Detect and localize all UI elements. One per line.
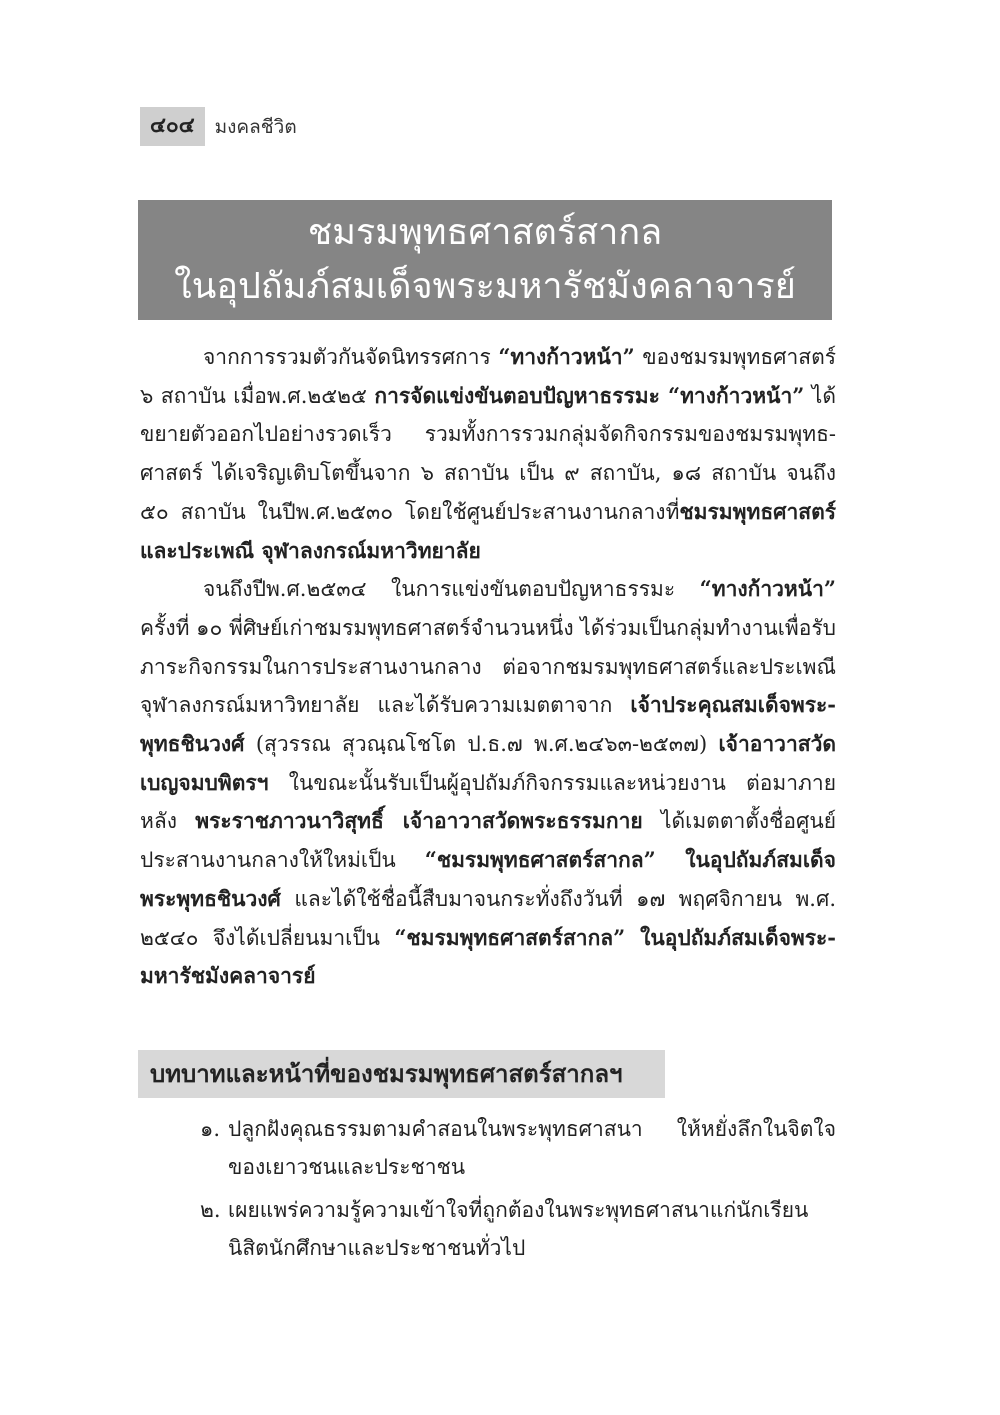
list-item	[200, 1191, 836, 1267]
p2-text-6: และได้ใช้ชื่อนี้สืบมาจนกระทั่งถึงวันที่ ๑๗ พฤศจิกายน พ.ศ. ๒๕๔๐ จึงได้เปลี่ยนมาเป็น	[140, 886, 836, 950]
list-item-text: เผยแพร่ความรู้ความเข้าใจที่ถูกต้องในพระพุทธศาสนาแก่นักเรียนนิสิตนักศึกษาและประชาชนทั่วไป	[228, 1198, 809, 1260]
p1-text-3: ได้ขยายตัวออกไปอย่างรวดเร็ว รวมทั้งการรวมกลุ่มจัดกิจกรรมของชมรมพุทธ-ศาสตร์ ได้เจริญเติบโตขึ้นจาก ๖ สถาบัน เป็น ๙ สถาบัน, ๑๘ สถาบัน จนถึง ๕๐ สถาบัน ในปีพ.ศ.๒๕๓๐ โดยใช้ศูนย์ประสานงานกลางที่	[140, 383, 837, 524]
p2-bold-5: “ชมรมพุทธศาสตร์สากล” ในอุปถัมภ์สมเด็จพระพุทธชินวงศ์	[140, 847, 836, 911]
page-number: ๔๐๔	[140, 107, 205, 146]
title-line-2: ในอุปถัมภ์สมเด็จพระมหารัชมังคลาจารย์	[174, 266, 796, 307]
p2-text-4: ในขณะนั้นรับเป็นผู้อุปถัมภ์กิจกรรมและหน่วยงาน ต่อมาภายหลัง	[140, 770, 836, 834]
p1-text-1: จากการรวมตัวกันจัดนิทรรศการ	[203, 345, 499, 369]
p2-text-2: ครั้งที่ ๑๐ พี่ศิษย์เก่าชมรมพุทธศาสตร์จำนวนหนึ่ง ได้ร่วมเป็นกลุ่มทำงานเพื่อรับภาระกิจกรรมในการประสานงานกลาง ต่อจากชมรมพุทธศาสตร์และประเพณีจุฬาลงกรณ์มหาวิทยาลัย และได้รับความเมตตาจาก	[140, 615, 836, 718]
section-heading: บทบาทและหน้าที่ของชมรมพุทธศาสตร์สากลฯ	[138, 1050, 665, 1098]
page-header	[140, 107, 297, 146]
p1-bold-1: “ทางก้าวหน้า”	[498, 344, 635, 369]
body-text	[140, 338, 836, 996]
p2-bold-3: เจ้าอาวาสวัดเบญจมบพิตรฯ	[140, 731, 836, 795]
book-title: มงคลชีวิต	[214, 115, 297, 138]
p2-text-5: ได้เมตตาตั้งชื่อศูนย์ประสานงานกลางให้ใหม่เป็น	[140, 809, 837, 873]
p2-text-1: จนถึงปีพ.ศ.๒๕๓๔ ในการแข่งขันตอบปัญหาธรรมะ	[203, 577, 700, 602]
title-line-1: ชมรมพุทธศาสตร์สากล	[307, 212, 663, 253]
p2-bold-6: “ชมรมพุทธศาสตร์สากล” ในอุปถัมภ์สมเด็จพระ-มหารัชมังคลาจารย์	[140, 924, 837, 989]
list-item-number: ๑.	[200, 1117, 221, 1141]
p2-bold-4: พระราชภาวนาวิสุทธิ์ เจ้าอาวาสวัดพระธรรมกาย	[195, 808, 643, 834]
title-banner	[138, 200, 832, 320]
p2-bold-1: “ทางก้าวหน้า”	[699, 576, 836, 602]
duty-list	[200, 1110, 836, 1272]
p1-bold-3: ชมรมพุทธศาสตร์และประเพณี จุฬาลงกรณ์มหาวิทยาลัย	[140, 498, 836, 563]
list-item	[200, 1110, 836, 1186]
p2-text-3: (สุวรรณ สุวณฺณโชโต ป.ธ.๗ พ.ศ.๒๔๖๓-๒๕๓๗)	[244, 732, 719, 757]
p1-text-2: ของชมรมพุทธศาสตร์ ๖ สถาบัน เมื่อพ.ศ.๒๕๒๕	[140, 345, 836, 408]
p2-bold-2: เจ้าประคุณสมเด็จพระ-พุทธชินวงศ์	[140, 692, 836, 757]
paragraph-1	[140, 338, 836, 570]
list-item-text: ปลูกฝังคุณธรรมตามคำสอนในพระพุทธศาสนา ให้หยั่งลึกในจิตใจของเยาวชนและประชาชน	[228, 1117, 836, 1179]
p1-bold-2: การจัดแข่งขันตอบปัญหาธรรมะ “ทางก้าวหน้า”	[374, 382, 805, 408]
list-item-number: ๒.	[200, 1198, 221, 1222]
paragraph-2	[140, 570, 836, 996]
